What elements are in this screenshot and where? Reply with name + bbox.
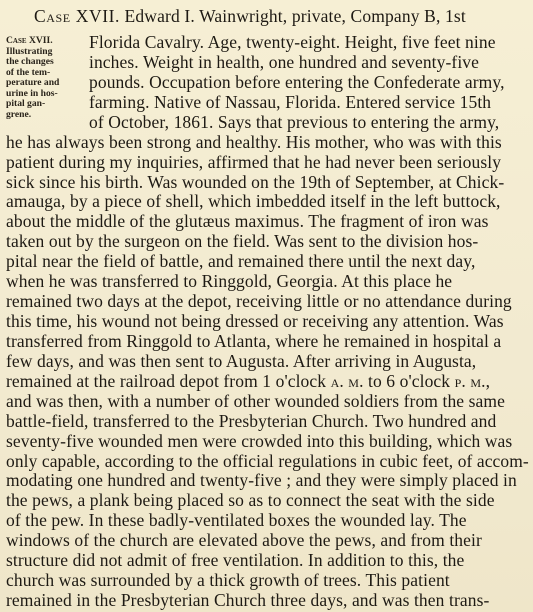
body-text-line: seventy-five wounded men were crowded into this building, which was — [6, 430, 513, 451]
body-text-line: of October, 1861. Says that previous to entering the army, — [89, 111, 500, 132]
sidenote-line: the changes — [6, 56, 54, 67]
body-text-line: remained two days at the depot, receiving little or no attendance during — [6, 291, 512, 312]
sidenote-line: Case XVII. — [6, 35, 53, 46]
body-text-line: structure did not admit of free ventilation. In addition to this, the — [6, 550, 465, 571]
body-text-line: taken out by the surgeon on the field. Was sent to the division hos- — [6, 231, 479, 252]
time-am: a. m. — [330, 370, 364, 391]
sidenote-line: urine in hos- — [6, 87, 58, 99]
body-text-line: sick since his birth. Was wounded on the 19th of September, at Chick- — [6, 171, 505, 192]
body-text-line: patient during my inquiries, affirmed that he had never been seriously — [6, 151, 502, 172]
body-text-line: few days, and was then sent to Augusta. After arriving in Augusta, — [6, 350, 477, 371]
line-segment: to 6 o'clock — [363, 370, 455, 391]
sidenote-line: pital gan- — [6, 98, 46, 109]
body-text-line: remained in the Presbyterian Church three days, and was then trans- — [6, 590, 490, 610]
body-text-line: Florida Cavalry. Age, twenty-eight. Height, five feet nine — [89, 32, 496, 52]
margin-sidenote — [6, 36, 84, 120]
body-text-line: amauga, by a piece of shell, which imbedded itself in the left buttock, — [6, 191, 501, 212]
body-text-line: windows of the church are elevated above the pews, and from their — [6, 530, 482, 551]
body-text-line: he has always been strong and healthy. His mother, who was with this — [6, 131, 502, 152]
case-heading — [34, 6, 466, 27]
sidenote-line: grene. — [6, 108, 32, 120]
body-text-line: transferred from Ringgold to Atlanta, where he remained in hospital a — [6, 330, 502, 351]
body-text-line: and was then, with a number of other wounded soldiers from the same — [6, 390, 506, 411]
body-text-line: this time, his wound not being dressed or receiving any attention. Was — [6, 311, 504, 331]
body-text-line: pital near the field of battle, and remained there until the next day, — [6, 251, 476, 272]
body-text-line: only capable, according to the official regulations in cubic feet, of accom- — [6, 450, 529, 471]
body-text-line — [6, 371, 490, 392]
case-number-label: Case XVII. — [34, 6, 121, 26]
body-text-line: about the middle of the glutæus maximus. The fragment of iron was — [6, 211, 489, 232]
sidenote-line: perature and — [6, 77, 60, 88]
line-segment: remained at the railroad depot from 1 o'clock — [6, 370, 331, 391]
body-text-line: pounds. Occupation before entering the Confederate army, — [89, 71, 505, 92]
body-text-line: when he was transferred to Ringgold, Georgia. At this place he — [6, 271, 453, 292]
body-text-line: of the pew. In these badly-ventilated boxes the wounded lay. The — [6, 510, 467, 531]
sidenote-line: of the tem- — [6, 66, 51, 78]
body-text-line: battle-field, transferred to the Presbyterian Church. Two hundred and — [6, 410, 497, 431]
body-text-line: farming. Native of Nassau, Florida. Entered service 15th — [89, 91, 492, 112]
line-segment: , — [485, 370, 491, 391]
body-text-line: inches. Weight in health, one hundred and seventy-five — [89, 51, 480, 72]
body-text-line: the pews, a plank being placed so as to connect the seat with the side — [6, 490, 495, 511]
time-pm: p. m. — [454, 370, 486, 391]
sidenote-line: Illustrating — [6, 45, 53, 57]
body-text-line: church was surrounded by a thick growth of trees. This patient — [6, 570, 450, 591]
case-heading-text: Edward I. Wainwright, private, Company B, 1st — [120, 6, 466, 26]
body-text-line: modating one hundred and twenty-five ; and they were simply placed in — [6, 470, 517, 491]
